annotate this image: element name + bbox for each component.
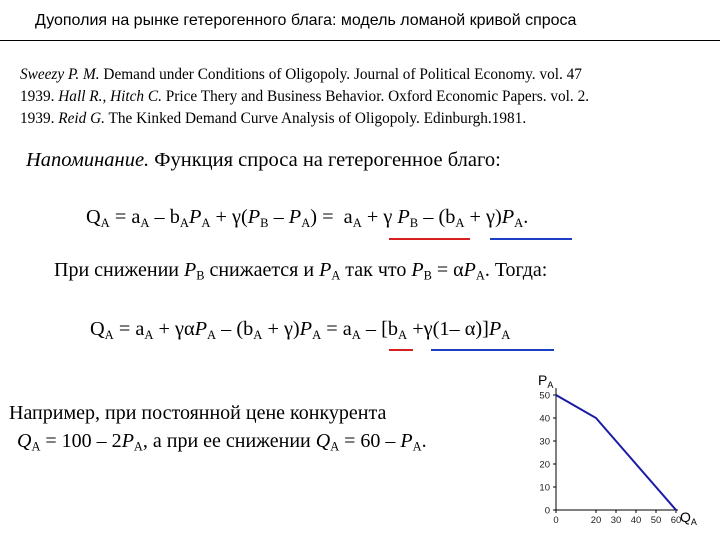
demand-formula: $Q_A = a_A - b_AP_A + \gamma(P_B - P_A) = a_A + \gamma$ $P_B - (b_A + \gamma)P_A$. [86,206,529,230]
example-line-1: Например, при постоянной цене конкурента [9,402,387,424]
x-tick-label: 30 [610,515,622,526]
substituted-formula: $Q_A = a_A + \gamma\alpha P_A - (b_A + \gamma)P_A = a_A - [b_A +\gamma(1-$ $\alpha)]P_A$ [90,318,511,342]
reference-line-1 [20,66,582,84]
y-tick-label: 10 [539,482,550,494]
reference-author: Reid G. [58,110,105,127]
note-prefix: При снижении [54,259,184,281]
y-tick-label: 50 [539,390,550,402]
y-tick-label: 0 [544,505,550,517]
y-tick-labels [539,391,556,517]
reminder-label: Напоминание. [26,149,150,171]
reference-text: Demand under Conditions of Oligopoly. Journal of Political Economy. vol. 47 [99,66,582,83]
y-axis-label: $P_A$ [538,372,554,390]
example-line-2: $Q_A = 100 - 2P_A$, а при ее снижении $Q_A = 60 - P_A$. [17,430,427,454]
reminder [26,149,501,172]
reference-author: Hall R., Hitch C. [58,88,162,105]
x-axis-label: $Q_A$ [680,509,697,527]
reference-year: 1939. [20,110,59,127]
y-tick-label: 40 [539,413,550,425]
note-suffix: . Тогда: [484,259,548,281]
note-end: так что [340,259,412,281]
price-note: При снижении $P_B$ снижается и $P_A$ так что $P_B = \alpha P_A$. Тогда: [54,259,548,283]
reference-line-3 [20,110,526,128]
title-divider [0,40,720,41]
blue-underline [490,238,572,240]
blue-underline [431,349,554,351]
reference-line-2 [20,88,589,106]
x-tick-label: 0 [553,515,559,526]
title-text: Дуополия на рынке гетерогенного блага: модель ломаной кривой спроса [35,12,577,29]
reference-text: Price Thery and Business Behavior. Oxford Economic Papers. vol. 2. [161,88,590,105]
demand-curve [556,395,676,510]
red-underline [389,238,470,240]
reminder-text: Функция спроса на гетерогенное благо: [149,149,501,171]
x-tick-label: 60 [670,515,682,526]
x-tick-labels [553,510,681,526]
reference-text: The Kinked Demand Curve Analysis of Oligopoly. Edinburgh.1981. [104,110,527,127]
y-tick-label: 20 [539,459,550,471]
x-tick-label: 50 [650,515,662,526]
demand-chart [528,370,718,535]
reference-author: Sweezy P. M. [20,66,100,83]
slide-title [0,0,720,44]
note-middle: снижается и [204,259,320,281]
red-underline [389,349,413,351]
y-tick-label: 30 [539,436,550,448]
x-tick-label: 20 [590,515,602,526]
x-tick-label: 40 [630,515,642,526]
reference-year: 1939. [20,88,59,105]
